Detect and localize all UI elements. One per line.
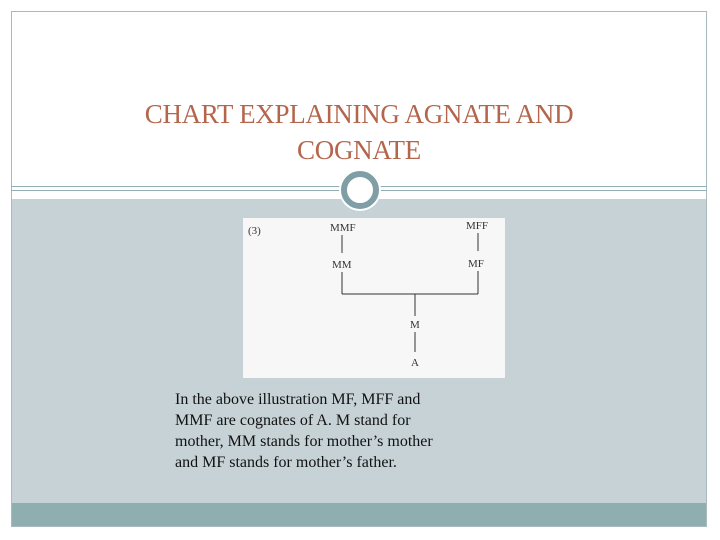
kinship-diagram-svg	[243, 218, 505, 378]
caption-line-3: mother, MM stands for mother’s mother	[175, 433, 433, 450]
node-a: A	[411, 357, 419, 369]
node-mmf: MMF	[330, 222, 356, 234]
node-m: M	[410, 319, 420, 331]
caption	[175, 389, 535, 473]
slide-title-line-1: CHART EXPLAINING AGNATE AND	[144, 99, 574, 129]
caption-line-2: MMF are cognates of A. M stand for	[175, 412, 411, 429]
circle-ornament-icon	[341, 171, 379, 209]
caption-line-4: and MF stands for mother’s father.	[175, 454, 397, 471]
slide-title-line-2: COGNATE	[297, 135, 421, 165]
node-mm: MM	[332, 259, 352, 271]
kinship-diagram	[243, 218, 505, 378]
slide-title	[11, 96, 707, 168]
caption-line-1: In the above illustration MF, MFF and	[175, 391, 421, 408]
figure-label: (3)	[248, 225, 261, 237]
footer-bar	[12, 503, 706, 526]
node-mf: MF	[468, 258, 484, 270]
node-mff: MFF	[466, 220, 489, 232]
